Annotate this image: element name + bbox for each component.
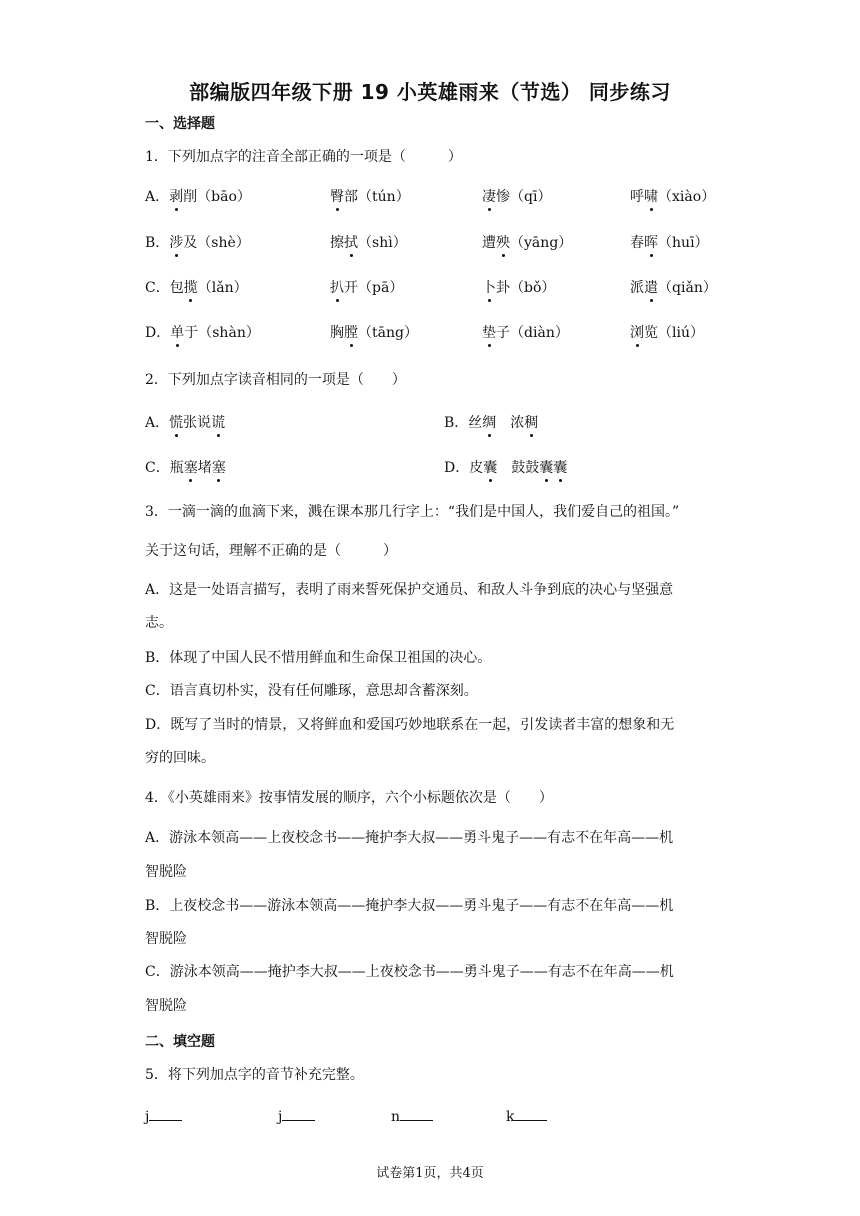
- section-heading-choice: 一、选择题: [145, 116, 215, 132]
- answer-blank[interactable]: [514, 1106, 547, 1121]
- pinyin-blank: k: [506, 1106, 547, 1127]
- q1-option-item: 春晖（huī）: [630, 235, 709, 251]
- q1-option-item: 擦拭（shì）: [330, 235, 407, 251]
- q2-option-item: A．慌张说谎: [145, 415, 226, 431]
- question-3-line: 志。: [145, 615, 173, 631]
- question-3-line: 3．一滴一滴的血滴下来，溅在课本那几行字上：“我们是中国人，我们爱自己的祖国。”: [145, 504, 680, 520]
- q1-option-item: 呼啸（xiào）: [630, 189, 716, 205]
- q1-option-item: C．包揽（lǎn）: [145, 280, 248, 296]
- question-5-stem: 5．将下列加点字的音节补充完整。: [145, 1067, 364, 1083]
- question-1-stem: 1．下列加点字的注音全部正确的一项是（ ）: [145, 149, 462, 165]
- question-4-line: B．上夜校念书——游泳本领高——掩护李大叔——勇斗鬼子——有志不在年高——机: [145, 898, 674, 914]
- q1-option-item: 垫子（diàn）: [482, 325, 569, 341]
- section-heading-fill: 二、填空题: [145, 1034, 215, 1050]
- question-4-line: C．游泳本领高——掩护李大叔——上夜校念书——勇斗鬼子——有志不在年高——机: [145, 964, 674, 980]
- answer-blank[interactable]: [149, 1106, 182, 1121]
- page-title: 部编版四年级下册 19 小英雄雨来（节选） 同步练习: [189, 80, 671, 104]
- q1-option-item: A．剥削（bāo）: [145, 189, 251, 205]
- question-3-line: 穷的回味。: [145, 750, 215, 766]
- q1-option-item: 凄惨（qī）: [482, 189, 552, 205]
- question-4-line: 智脱险: [145, 864, 187, 880]
- page-footer: 试卷第1页，共4页: [376, 1166, 484, 1181]
- pinyin-blank: j: [145, 1106, 182, 1127]
- question-3-line: A．这是一处语言描写，表明了雨来誓死保护交通员、和敌人斗争到底的决心与坚强意: [145, 582, 674, 598]
- q2-option-item: D．皮囊 鼓鼓囊囊: [444, 460, 568, 476]
- q1-option-item: 扒开（pā）: [330, 280, 404, 296]
- question-4-line: 智脱险: [145, 931, 187, 947]
- question-3-line: C．语言真切朴实，没有任何雕琢，意思却含蓄深刻。: [145, 683, 478, 699]
- q1-option-item: 派遣（qiǎn）: [630, 280, 717, 296]
- q1-option-item: B．涉及（shè）: [145, 235, 250, 251]
- q2-option-item: C．瓶塞堵塞: [145, 460, 226, 476]
- question-3-line: 关于这句话，理解不正确的是（ ）: [145, 543, 397, 559]
- q1-option-item: D．单于（shàn）: [145, 325, 260, 341]
- question-4-line: A．游泳本领高——上夜校念书——掩护李大叔——勇斗鬼子——有志不在年高——机: [145, 830, 674, 846]
- q1-option-item: 胸膛（tāng）: [330, 325, 418, 341]
- q1-option-item: 遭殃（yāng）: [482, 235, 573, 251]
- pinyin-blank: j: [278, 1106, 315, 1127]
- q2-option-item: B．丝绸 浓稠: [444, 415, 539, 431]
- question-4-line: 智脱险: [145, 998, 187, 1014]
- answer-blank[interactable]: [400, 1106, 433, 1121]
- question-4-line: 4．《小英雄雨来》按事情发展的顺序，六个小标题依次是（ ）: [145, 790, 553, 806]
- pinyin-blank: n: [391, 1106, 433, 1127]
- q1-option-item: 浏览（liú）: [630, 325, 704, 341]
- question-2-stem: 2．下列加点字读音相同的一项是（ ）: [145, 372, 406, 388]
- answer-blank[interactable]: [282, 1106, 315, 1121]
- q1-option-item: 卜卦（bǒ）: [482, 280, 556, 296]
- question-3-line: B．体现了中国人民不惜用鲜血和生命保卫祖国的决心。: [145, 650, 492, 666]
- q1-option-item: 臀部（tún）: [330, 189, 410, 205]
- question-3-line: D．既写了当时的情景，又将鲜血和爱国巧妙地联系在一起，引发读者丰富的想象和无: [145, 717, 675, 733]
